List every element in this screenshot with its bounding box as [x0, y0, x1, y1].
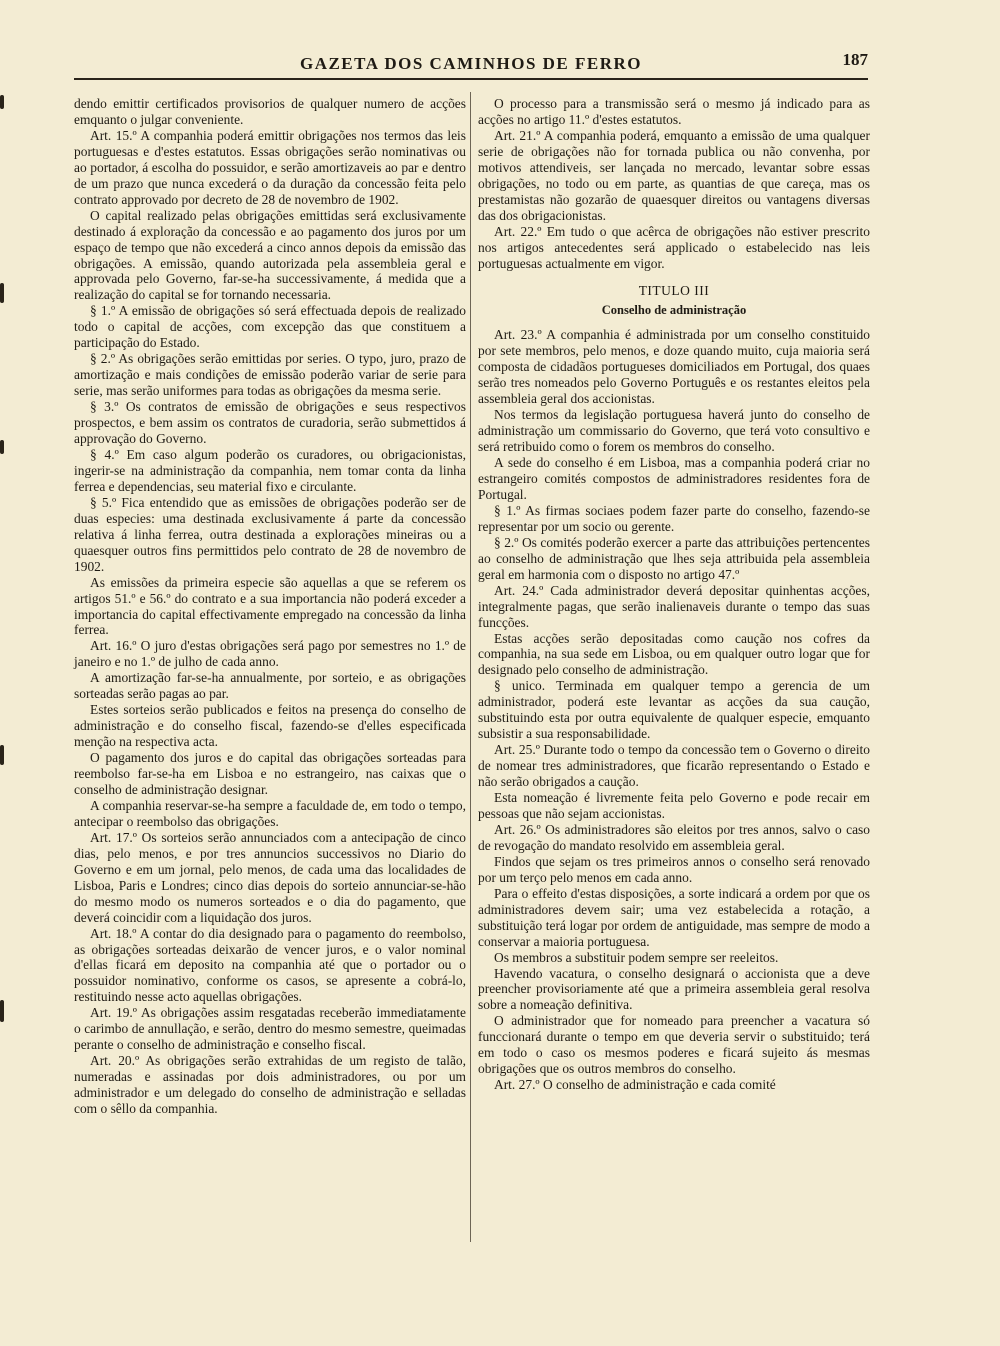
- paragraph: Esta nomeação é livremente feita pelo Governo e pode recair em pessoas que não sejam accionistas.: [478, 790, 870, 821]
- paragraph: § 1.º A emissão de obrigações só será effectuada depois de realizado todo o capital de acções, com excepção das que constituem a participação do Estado.: [74, 303, 466, 351]
- paragraph: Art. 15.º A companhia poderá emittir obrigações nos termos das leis portuguesas e d'estes estatutos. Essas obrigações serão nominativas ou ao portador, á escolha do possuidor, e serão amortizaveis ao par e dentro de um prazo que nunca excederá o da duração da concessão feita pelo contrato approvado por decreto de 28 de novembro de 1902.: [74, 127, 466, 207]
- paragraph: Findos que sejam os tres primeiros annos o conselho será renovado por um terço pelo menos em cada anno.: [478, 853, 870, 885]
- page-number: 187: [842, 50, 868, 69]
- paragraph: O administrador que for nomeado para preencher a vacatura só funccionará durante o tempo em que deveria servir o substituido; terá em todo o caso os mesmos poderes e ficará sujeito ás mesmas obrigações que os outros membros do conselho.: [478, 1013, 870, 1077]
- header-rule: [74, 78, 868, 80]
- paragraph: Art. 19.º As obrigações assim resgatadas receberão immediatamente o carimbo de annullação, e serão, dentro do mesmo semestre, queimadas perante o conselho de administração e conselho fiscal.: [74, 1005, 466, 1053]
- paragraph: § 3.º Os contratos de emissão de obrigações e seus respectivos prospectos, e bem assim os contratos de curadoria, serão submettidos á approvação do Governo.: [74, 399, 466, 447]
- paragraph: dendo emittir certificados provisorios de qualquer numero de acções emquanto o julgar conveniente.: [74, 96, 466, 127]
- paragraph: Art. 16.º O juro d'estas obrigações será pago por semestres no 1.º de janeiro e no 1.º de julho de cada anno.: [74, 638, 466, 670]
- paragraph: O capital realizado pelas obrigações emittidas será exclusivamente destinado á exploração da concessão e ao pagamento dos juros por um espaço de tempo que não excederá a cinco annos depois da emissão das obrigações. A emissão, quando autorizada pela assembleia geral e approvada pelo Governo, far-se-ha successivamente, á medida que a realização do capital se for tornando necessaria.: [74, 207, 466, 303]
- paragraph: Art. 22.º Em tudo o que acêrca de obrigações não estiver prescrito nos artigos antecedentes será applicado o estabelecido nas leis portuguesas actualmente em vigor.: [478, 223, 870, 271]
- paragraph: Art. 24.º Cada administrador deverá depositar quinhentas acções, integralmente pagas, que serão inalienaveis durante o tempo das suas funcções.: [478, 582, 870, 630]
- paragraph: § 2.º Os comités poderão exercer a parte das attribuições pertencentes ao conselho de administração que lhes seja attribuida pela assembleia geral em harmonia com o disposto no artigo 47.º: [478, 534, 870, 582]
- paragraph: O pagamento dos juros e do capital das obrigações sorteadas para reembolso far-se-ha em Lisboa e no estrangeiro, nas caixas que o conselho de administração designar.: [74, 750, 466, 797]
- page-header: [74, 48, 868, 78]
- paragraph: § 1.º As firmas sociaes podem fazer parte do conselho, fazendo-se representar por um socio ou gerente.: [478, 502, 870, 534]
- paragraph: Para o effeito d'estas disposições, a sorte indicará a ordem por que os administradores devem sair; uma vez estabelecida a rotação, a substituição terá logar por ordem de antiguidade, mas sempre de modo a conservar a maioria portuguesa.: [478, 885, 870, 949]
- paragraph: Estes sorteios serão publicados e feitos na presença do conselho de administração e do conselho fiscal, fazendo-se d'elles especificada menção na respectiva acta.: [74, 702, 466, 750]
- paragraph: O processo para a transmissão será o mesmo já indicado para as acções no artigo 11.º d'estes estatutos.: [478, 96, 870, 127]
- paragraph: § 4.º Em caso algum poderão os curadores, ou obrigacionistas, ingerir-se na administração da companhia, nem tomar conta da linha ferrea e dependencias, seu material fixo e circulante.: [74, 446, 466, 494]
- paragraph: A amortização far-se-ha annualmente, por sorteio, e as obrigações sorteadas serão pagas ao par.: [74, 670, 466, 702]
- paragraph: As emissões da primeira especie são aquellas a que se referem os artigos 51.º e 56.º do contrato e a sua importancia não poderá exceder a importancia do capital effectivamente empregado na concessão da linha ferrea.: [74, 574, 466, 638]
- paragraph: Art. 17.º Os sorteios serão annunciados com a antecipação de cinco dias, pelo menos, e por tres annuncios successivos no Diario do Governo e em um jornal, pelo menos, de cada uma das localidades de Lisboa, Paris e Londres; cinco dias depois do sorteio annunciar-se-hão do mesmo modo os numeros sorteados e o dia do pagamento, que deverá coincidir com a liquidação dos juros.: [74, 829, 466, 925]
- section-title: TITULO III: [638, 283, 710, 299]
- paragraph: Art. 18.º A contar do dia designado para o pagamento do reembolso, as obrigações sorteadas deixarão de vencer juros, e o valor nominal d'ellas ficará em deposito na companhia até que o portador ou o possuidor nominativo, conforme os casos, se apresente a cobrá-lo, restituindo nesse acto aquellas obrigações.: [74, 925, 466, 1005]
- section-subtitle: Conselho de administração: [601, 303, 747, 318]
- page-edge-mark: [0, 745, 4, 765]
- paragraph: Art. 25.º Durante todo o tempo da concessão tem o Governo o direito de nomear tres administradores, que ficarão representando o Estado e não serão obrigados a caução.: [478, 742, 870, 790]
- paragraph: A companhia reservar-se-ha sempre a faculdade de, em todo o tempo, antecipar o reembolso das obrigações.: [74, 797, 466, 829]
- right-column: [478, 96, 870, 1093]
- paragraph: § 2.º As obrigações serão emittidas por series. O typo, juro, prazo de amortização e mais condições de emissão poderão variar de serie para serie, mas serão uniformes para todas as obrigações da mesma serie.: [74, 351, 466, 399]
- paragraph: § 5.º Fica entendido que as emissões de obrigações poderão ser de duas especies: uma destinada exclusivamente á parte da concessão relativa á linha ferrea, outra destinada a explorações mineiras ou a quaesquer outros fins permittidos pelo contrato de 28 de novembro de 1902.: [74, 494, 466, 574]
- paragraph: Art. 21.º A companhia poderá, emquanto a emissão de uma qualquer serie de obrigações não for tornada publica ou não convenha, por motivos attendiveis, ser lançada no mercado, levantar sobre essas obrigações, no todo ou em parte, as quantias de que careça, mas os prestamistas não gozarão de quaesquer direitos ou vantagens diversas das dos obrigacionistas.: [478, 127, 870, 223]
- page-edge-mark: [0, 95, 4, 109]
- column-divider: [470, 92, 471, 1242]
- publication-title: GAZETA DOS CAMINHOS DE FERRO: [299, 54, 643, 73]
- paragraph: Nos termos da legislação portuguesa haverá junto do conselho de administração um commissario do Governo, que terá voto consultivo e será retribuido como o forem os membros do conselho.: [478, 407, 870, 455]
- left-column: [74, 96, 466, 1117]
- paragraph: § unico. Terminada em qualquer tempo a gerencia de um administrador, poderá este levantar as acções da sua caução, substituindo esta por outra equivalente de qualquer especie, emquanto subsistir a sua responsabilidade.: [478, 678, 870, 742]
- page-edge-mark: [0, 440, 4, 454]
- paragraph: Os membros a substituir podem sempre ser reeleitos.: [494, 949, 779, 965]
- page-edge-mark: [0, 1000, 4, 1022]
- paragraph: Art. 27.º O conselho de administração e cada comité: [494, 1077, 776, 1093]
- paragraph: Art. 20.º As obrigações serão extrahidas de um registo de talão, numeradas e assinadas por dois administradores, ou por um administrador e um delegado do conselho de administração e selladas com o sêllo da companhia.: [74, 1053, 466, 1117]
- paragraph: A sede do conselho é em Lisboa, mas a companhia poderá criar no estrangeiro comités compostos de administradores residentes fora de Portugal.: [478, 455, 870, 502]
- paragraph: Art. 26.º Os administradores são eleitos por tres annos, salvo o caso de revogação do mandato resolvido em assembleia geral.: [478, 821, 870, 853]
- paragraph: Havendo vacatura, o conselho designará o accionista que a deve preencher provisoriamente até que a primeira assembleia geral resolva sobre a nomeação definitiva.: [478, 965, 870, 1013]
- page-edge-mark: [0, 283, 4, 303]
- paragraph: Art. 23.º A companhia é administrada por um conselho constituido por sete membros, pelo menos, e doze quando muito, cuja maioria será composta de cidadãos portugueses domiciliados em Portugal, dos quaes serão tres nomeados pelo Governo Português e os restantes eleitos pela assembleia geral dos accionistas.: [478, 327, 870, 407]
- paragraph: Estas acções serão depositadas como caução nos cofres da companhia, na sua sede em Lisboa, ou em qualquer outro logar que for designado pelo conselho de administração.: [478, 630, 870, 678]
